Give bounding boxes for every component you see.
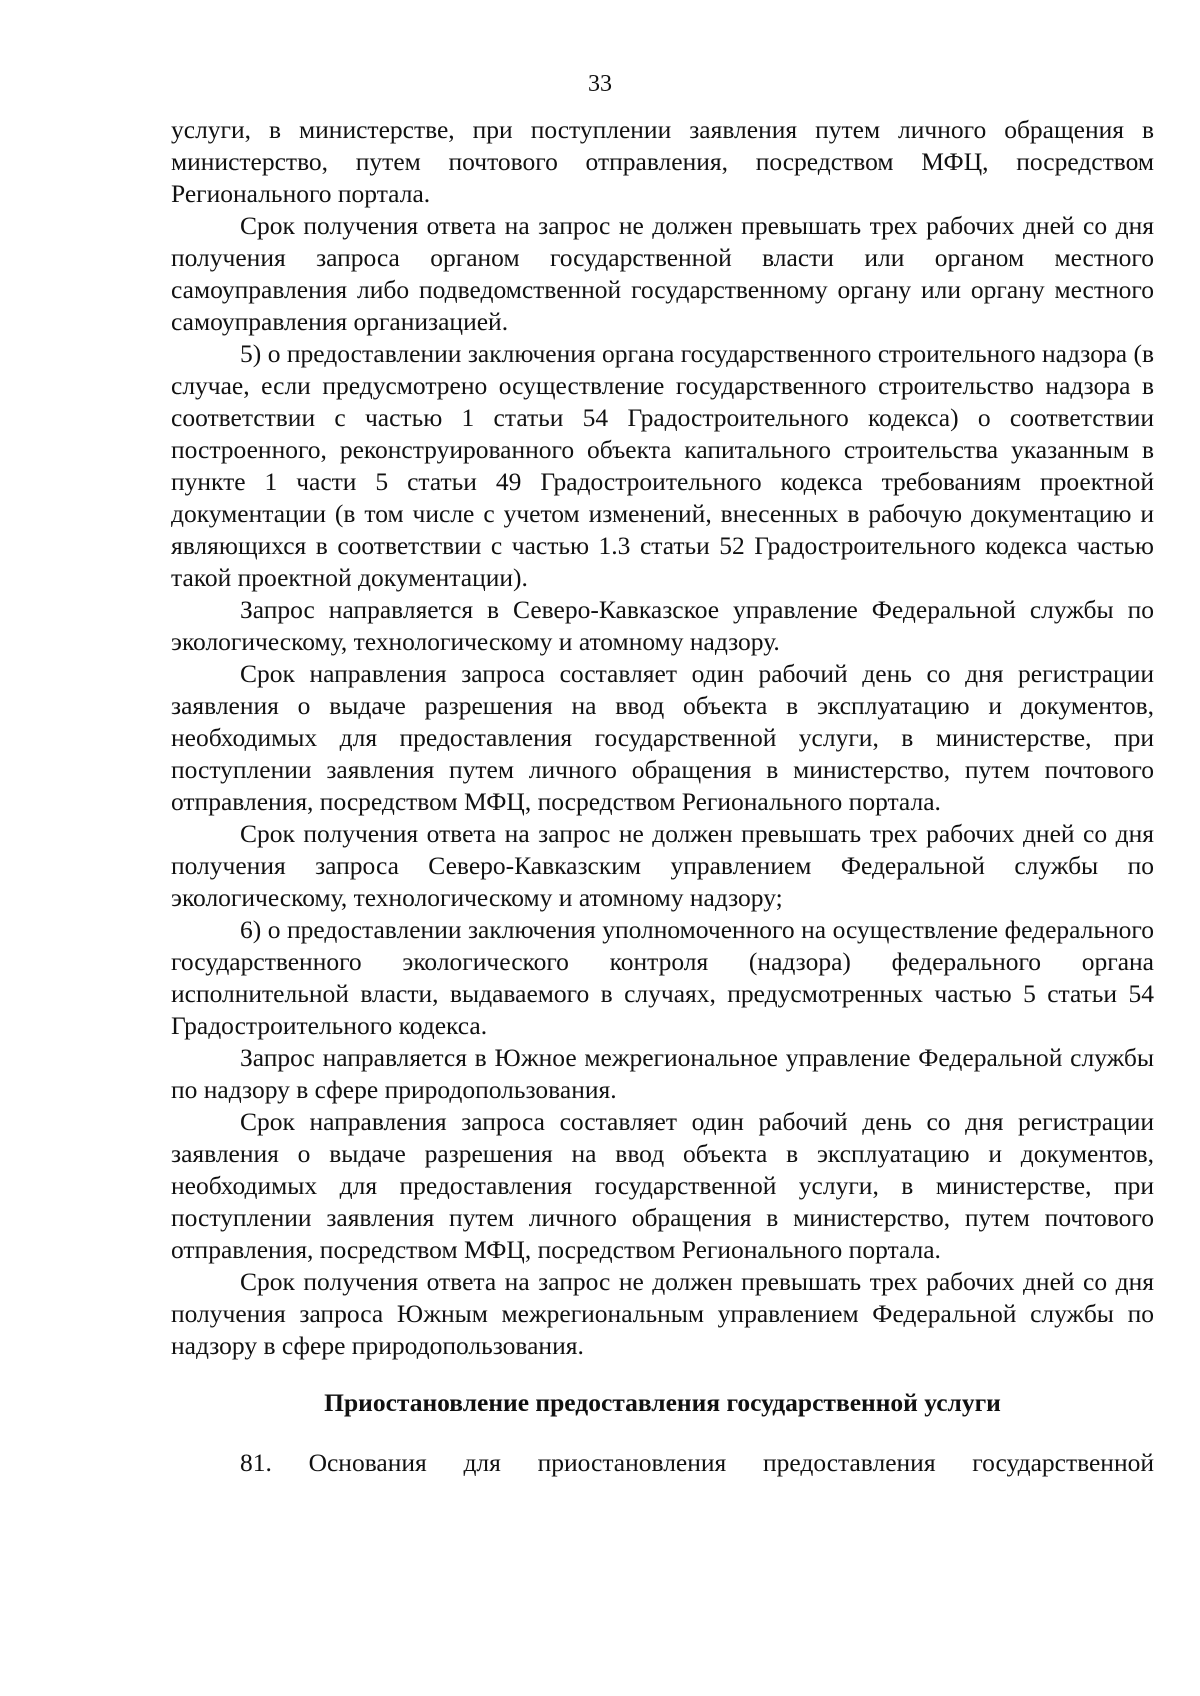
paragraph-response-deadline-3: Срок получения ответа на запрос не должен превышать трех рабочих дней со дня получения запроса Южным межрегиональным управлением Федеральной службы по надзору в сфере природопользования. bbox=[171, 1267, 1154, 1360]
paragraph-item-5: 5) о предоставлении заключения органа государственного строительного надзора (в случае, если предусмотрено осуществление государственного строительство надзора в соответствии с частью 1 статьи 54 Градостроительного кодекса) о соответствии построенного, реконструированного объекта капитального строительства указанным в пункте 1 части 5 статьи 49 Градостроительного кодекса требованиям проектной документации (в том числе с учетом изменений, внесенных в рабочую документацию и являющихся в соответствии с частью 1.3 статьи 52 Градостроительного кодекса частью такой проектной документации). bbox=[171, 339, 1154, 592]
paragraph-response-deadline-1: Срок получения ответа на запрос не должен превышать трех рабочих дней со дня получения запроса органом государственной власти или органом местного самоуправления либо подведомственной государственному органу или органу местного самоуправления организацией. bbox=[171, 211, 1154, 336]
paragraph-request-recipient-1: Запрос направляется в Северо-Кавказское управление Федеральной службы по экологическому, технологическому и атомному надзору. bbox=[171, 595, 1154, 656]
section-heading: Приостановление предоставления государственной услуги bbox=[324, 1388, 1001, 1417]
paragraph-continuation: услуги, в министерстве, при поступлении заявления путем личного обращения в министерство, путем почтового отправления, посредством МФЦ, посредством Регионального портала. bbox=[171, 115, 1154, 208]
paragraph-request-deadline-1: Срок направления запроса составляет один рабочий день со дня регистрации заявления о выдаче разрешения на ввод объекта в эксплуатацию и документов, необходимых для предоставления государственной услуги, в министерстве, при поступлении заявления путем личного обращения в министерство, путем почтового отправления, посредством МФЦ, посредством Регионального портала. bbox=[171, 659, 1154, 816]
paragraph-item-81: 81. Основания для приостановления предоставления государственной bbox=[240, 1448, 1154, 1477]
paragraph-response-deadline-2: Срок получения ответа на запрос не должен превышать трех рабочих дней со дня получения запроса Северо-Кавказским управлением Федеральной службы по экологическому, технологическому и атомному надзору; bbox=[171, 819, 1154, 912]
paragraph-request-recipient-2: Запрос направляется в Южное межрегиональное управление Федеральной службы по надзору в сфере природопользования. bbox=[171, 1043, 1154, 1104]
paragraph-request-deadline-2: Срок направления запроса составляет один рабочий день со дня регистрации заявления о выдаче разрешения на ввод объекта в эксплуатацию и документов, необходимых для предоставления государственной услуги, в министерстве, при поступлении заявления путем личного обращения в министерство, путем почтового отправления, посредством МФЦ, посредством Регионального портала. bbox=[171, 1107, 1154, 1264]
page-number: 33 bbox=[588, 71, 612, 97]
document-body bbox=[171, 114, 1154, 1479]
paragraph-item-6: 6) о предоставлении заключения уполномоченного на осуществление федерального государственного экологического контроля (надзора) федерального органа исполнительной власти, выдаваемого в случаях, предусмотренных частью 5 статьи 54 Градостроительного кодекса. bbox=[171, 915, 1154, 1040]
